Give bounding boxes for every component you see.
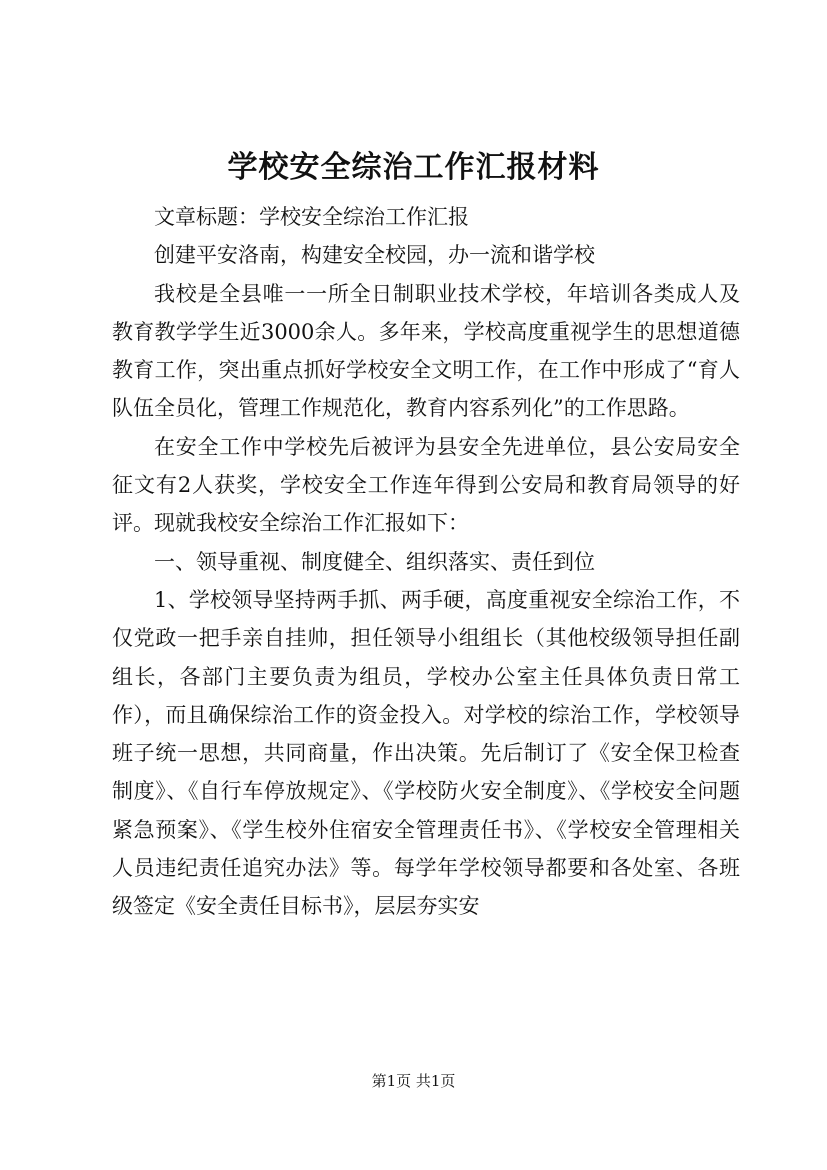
- paragraph-article-title: 文章标题：学校安全综治工作汇报: [154, 205, 469, 229]
- paragraph-section-heading: 一、领导重视、制度健全、组织落实、责任到位: [154, 549, 595, 574]
- document-title: 学校安全综治工作汇报材料: [227, 150, 600, 185]
- document-body: [112, 198, 740, 926]
- paragraph-slogan: 创建平安洛南，构建安全校园，办一流和谐学校: [154, 243, 595, 268]
- page-footer: 第1页 共1页: [371, 1072, 456, 1090]
- paragraph-item-1: 1、学校领导坚持两手抓、两手硬，高度重视安全综治工作，不仅党政一把手亲自挂帅，担任领导小组组长（其他校级领导担任副组长，各部门主要负责为组员，学校办公室主任具体负责日常工作），而且确保综治工作的资金投入。对学校的综治工作，学校领导班子统一思想，共同商量，作出决策。先后制订了《安全保卫检查制度》、《自行车停放规定》、《学校防火安全制度》、《学校安全问题紧急预案》、《学生校外住宿安全管理责任书》、《学校安全管理相关人员违纪责任追究办法》等。每学年学校领导都要和各处室、各班级签定《安全责任目标书》，层层夯实安: [112, 587, 740, 919]
- paragraph-achievements: 在安全工作中学校先后被评为县安全先进单位，县公安局安全征文有2人获奖，学校安全工作连年得到公安局和教育局领导的好评。现就我校安全综治工作汇报如下：: [112, 434, 740, 536]
- paragraph-intro: 我校是全县唯一一所全日制职业技术学校，年培训各类成人及教育教学学生近3000余人。多年来，学校高度重视学生的思想道德教育工作，突出重点抓好学校安全文明工作，在工作中形成了“育人队伍全员化，管理工作规范化，教育内容系列化”的工作思路。: [112, 281, 740, 421]
